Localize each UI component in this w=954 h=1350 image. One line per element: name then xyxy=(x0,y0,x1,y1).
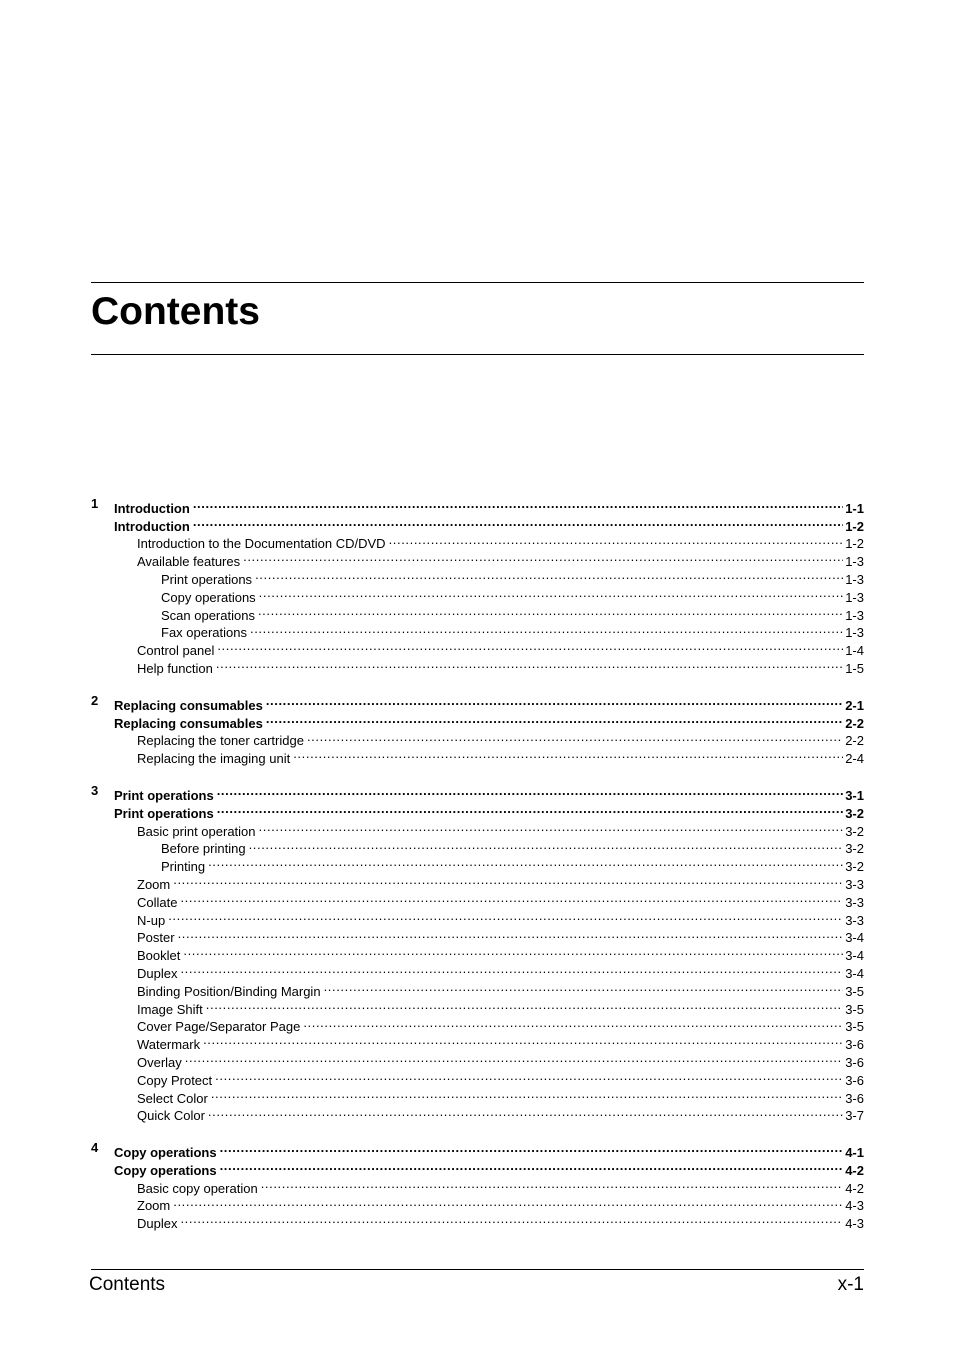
toc-dot-leader xyxy=(249,836,844,854)
toc-dot-leader xyxy=(389,531,844,549)
toc-entry[interactable] xyxy=(91,996,864,1017)
toc-dot-leader xyxy=(303,1014,843,1032)
toc-page-number: 3-2 xyxy=(845,823,864,839)
toc-dot-leader xyxy=(193,513,843,531)
toc-entry-title: Before printing xyxy=(161,840,249,858)
toc-entry[interactable] xyxy=(91,584,864,605)
toc-entry[interactable] xyxy=(91,889,864,910)
toc-entry-title: Introduction xyxy=(114,500,193,518)
toc-entry-title: Collate xyxy=(137,894,180,912)
page-title: Contents xyxy=(91,290,260,333)
table-of-contents xyxy=(91,495,864,1247)
toc-page-number: 3-2 xyxy=(845,859,864,875)
toc-entry[interactable] xyxy=(91,566,864,587)
toc-dot-leader xyxy=(183,942,843,960)
toc-dot-leader xyxy=(211,1085,843,1103)
toc-entry[interactable] xyxy=(91,602,864,623)
toc-dot-leader xyxy=(261,1175,844,1193)
toc-dot-leader xyxy=(217,800,844,818)
toc-chapter-number: 3 xyxy=(91,783,99,799)
toc-entry-title: Replacing consumables xyxy=(114,715,266,733)
toc-chapter-group xyxy=(91,1139,864,1232)
toc-page-number: 3-4 xyxy=(845,965,864,981)
toc-dot-leader xyxy=(255,566,843,584)
toc-dot-leader xyxy=(185,1049,843,1067)
toc-entry[interactable] xyxy=(91,800,864,821)
toc-entry-title: Quick Color xyxy=(137,1107,208,1125)
toc-page-number: 2-1 xyxy=(845,697,864,713)
toc-dot-leader xyxy=(203,1031,843,1049)
toc-entry[interactable] xyxy=(91,1049,864,1070)
toc-entry[interactable] xyxy=(91,978,864,999)
toc-page-number: 4-2 xyxy=(845,1180,864,1196)
toc-page-number: 4-1 xyxy=(845,1145,864,1161)
toc-entry-title: Replacing the toner cartridge xyxy=(137,732,307,750)
toc-dot-leader xyxy=(208,853,843,871)
toc-entry[interactable] xyxy=(91,1014,864,1035)
toc-page-number: 3-2 xyxy=(845,805,864,821)
toc-page-number: 4-2 xyxy=(845,1162,864,1178)
toc-dot-leader xyxy=(217,782,844,800)
toc-entry[interactable] xyxy=(91,907,864,928)
toc-entry[interactable] xyxy=(91,495,864,516)
toc-dot-leader xyxy=(324,978,844,996)
toc-dot-leader xyxy=(258,602,843,620)
footer-rule xyxy=(91,1269,864,1270)
toc-dot-leader xyxy=(180,1210,843,1228)
toc-entry-title: Duplex xyxy=(137,1215,180,1233)
toc-entry[interactable] xyxy=(91,728,864,749)
toc-entry-title: Cover Page/Separator Page xyxy=(137,1018,303,1036)
toc-page-number: 3-3 xyxy=(845,912,864,928)
toc-entry[interactable] xyxy=(91,548,864,570)
toc-entry[interactable] xyxy=(91,655,864,676)
toc-entry[interactable] xyxy=(91,1210,864,1232)
toc-entry[interactable] xyxy=(91,1157,864,1178)
toc-entry-title: Select Color xyxy=(137,1090,211,1108)
toc-dot-leader xyxy=(266,710,843,728)
toc-page-number: 3-6 xyxy=(845,1090,864,1106)
toc-dot-leader xyxy=(217,637,843,655)
toc-entry-title: Booklet xyxy=(137,947,183,965)
toc-dot-leader xyxy=(293,745,843,763)
toc-entry[interactable] xyxy=(91,620,864,641)
toc-entry-title: Help function xyxy=(137,660,216,678)
toc-dot-leader xyxy=(220,1157,844,1175)
toc-entry[interactable] xyxy=(91,836,864,857)
toc-dot-leader xyxy=(178,925,844,943)
toc-entry-title: Overlay xyxy=(137,1054,185,1072)
toc-dot-leader xyxy=(173,871,843,889)
toc-page-number: 3-6 xyxy=(845,1072,864,1088)
toc-entry[interactable] xyxy=(91,637,864,659)
toc-chapter-number: 2 xyxy=(91,692,99,708)
toc-entry-title: Control panel xyxy=(137,642,217,660)
toc-page-number: 3-4 xyxy=(845,930,864,946)
toc-entry-title: Binding Position/Binding Margin xyxy=(137,983,324,1001)
toc-entry-title: Introduction xyxy=(114,518,193,536)
toc-entry[interactable] xyxy=(91,1031,864,1053)
toc-entry-title: Basic copy operation xyxy=(137,1180,261,1198)
toc-entry-title: Poster xyxy=(137,929,178,947)
toc-entry[interactable] xyxy=(91,853,864,875)
toc-page-number: 2-2 xyxy=(845,715,864,731)
toc-entry[interactable] xyxy=(91,782,864,803)
toc-page-number: 4-3 xyxy=(845,1198,864,1214)
toc-entry-title: N-up xyxy=(137,912,168,930)
toc-page-number: 3-5 xyxy=(845,983,864,999)
toc-entry[interactable] xyxy=(91,818,864,839)
toc-page-number: 3-4 xyxy=(845,948,864,964)
toc-entry[interactable] xyxy=(91,925,864,946)
toc-page-number: 3-6 xyxy=(845,1037,864,1053)
toc-entry[interactable] xyxy=(91,513,864,534)
toc-dot-leader xyxy=(266,692,843,710)
toc-entry-title: Copy Protect xyxy=(137,1072,215,1090)
toc-entry[interactable] xyxy=(91,1067,864,1088)
toc-entry-title: Introduction to the Documentation CD/DVD xyxy=(137,535,389,553)
toc-dot-leader xyxy=(173,1193,843,1211)
toc-entry[interactable] xyxy=(91,745,864,767)
toc-page-number: 2-4 xyxy=(845,751,864,767)
toc-page-number: 3-2 xyxy=(845,841,864,857)
toc-entry-title: Image Shift xyxy=(137,1001,206,1019)
toc-entry[interactable] xyxy=(91,871,864,892)
toc-dot-leader xyxy=(180,960,843,978)
toc-chapter-group xyxy=(91,495,864,676)
toc-dot-leader xyxy=(168,907,843,925)
toc-entry[interactable] xyxy=(91,960,864,981)
footer-section-title: Contents xyxy=(89,1274,166,1295)
toc-entry-title: Duplex xyxy=(137,965,180,983)
toc-entry[interactable] xyxy=(91,692,864,713)
toc-dot-leader xyxy=(206,996,843,1014)
toc-entry-title: Available features xyxy=(137,553,243,571)
toc-page-number: 4-3 xyxy=(845,1216,864,1232)
toc-entry-title: Print operations xyxy=(161,571,255,589)
toc-entry-title: Zoom xyxy=(137,1197,173,1215)
toc-dot-leader xyxy=(250,620,843,638)
title-rule-bottom xyxy=(91,354,864,355)
toc-page-number: 1-1 xyxy=(845,500,864,516)
toc-entry[interactable] xyxy=(91,1175,864,1196)
toc-dot-leader xyxy=(220,1139,844,1157)
toc-page-number: 1-4 xyxy=(845,643,864,659)
toc-chapter-number: 4 xyxy=(91,1140,99,1156)
footer-page-number: x-1 xyxy=(837,1274,864,1295)
toc-entry[interactable] xyxy=(91,1085,864,1106)
toc-entry-title: Copy operations xyxy=(114,1144,220,1162)
toc-entry-title: Copy operations xyxy=(161,589,259,607)
toc-entry[interactable] xyxy=(91,531,864,552)
toc-page-number: 3-3 xyxy=(845,876,864,892)
toc-page-number: 2-2 xyxy=(845,733,864,749)
toc-entry-title: Zoom xyxy=(137,876,173,894)
toc-entry-title: Replacing consumables xyxy=(114,697,266,715)
toc-dot-leader xyxy=(180,889,843,907)
toc-dot-leader xyxy=(243,548,843,566)
toc-page-number: 3-7 xyxy=(845,1108,864,1124)
toc-page-number: 1-5 xyxy=(845,660,864,676)
title-rule-top xyxy=(91,282,864,283)
toc-entry-title: Replacing the imaging unit xyxy=(137,750,293,768)
toc-entry[interactable] xyxy=(91,710,864,731)
toc-page-number: 1-2 xyxy=(845,518,864,534)
toc-entry-title: Copy operations xyxy=(114,1162,220,1180)
toc-entry-title: Scan operations xyxy=(161,607,258,625)
toc-entry[interactable] xyxy=(91,1103,864,1124)
toc-page-number: 3-6 xyxy=(845,1054,864,1070)
toc-dot-leader xyxy=(216,655,843,673)
toc-dot-leader xyxy=(259,818,844,836)
toc-entry[interactable] xyxy=(91,1139,864,1161)
toc-entry-title: Printing xyxy=(161,858,208,876)
toc-page-number: 1-3 xyxy=(845,625,864,641)
toc-dot-leader xyxy=(208,1103,843,1121)
toc-page-number: 1-3 xyxy=(845,554,864,570)
toc-page-number: 3-1 xyxy=(845,787,864,803)
toc-entry[interactable] xyxy=(91,1193,864,1214)
toc-entry-title: Print operations xyxy=(114,805,217,823)
toc-dot-leader xyxy=(193,495,843,513)
toc-dot-leader xyxy=(307,728,843,746)
toc-chapter-number: 1 xyxy=(91,496,99,511)
toc-entry-title: Watermark xyxy=(137,1036,203,1054)
toc-page-number: 3-5 xyxy=(845,1001,864,1017)
toc-dot-leader xyxy=(215,1067,843,1085)
toc-dot-leader xyxy=(259,584,844,602)
toc-chapter-group xyxy=(91,692,864,767)
toc-entry-title: Fax operations xyxy=(161,624,250,642)
toc-entry[interactable] xyxy=(91,942,864,964)
toc-page-number: 3-3 xyxy=(845,894,864,910)
toc-page-number: 3-5 xyxy=(845,1019,864,1035)
toc-page-number: 1-3 xyxy=(845,607,864,623)
toc-entry-title: Print operations xyxy=(114,787,217,805)
toc-page-number: 1-2 xyxy=(845,536,864,552)
toc-entry-title: Basic print operation xyxy=(137,823,259,841)
toc-page-number: 1-3 xyxy=(845,571,864,587)
toc-chapter-group xyxy=(91,782,864,1124)
toc-page-number: 1-3 xyxy=(845,589,864,605)
